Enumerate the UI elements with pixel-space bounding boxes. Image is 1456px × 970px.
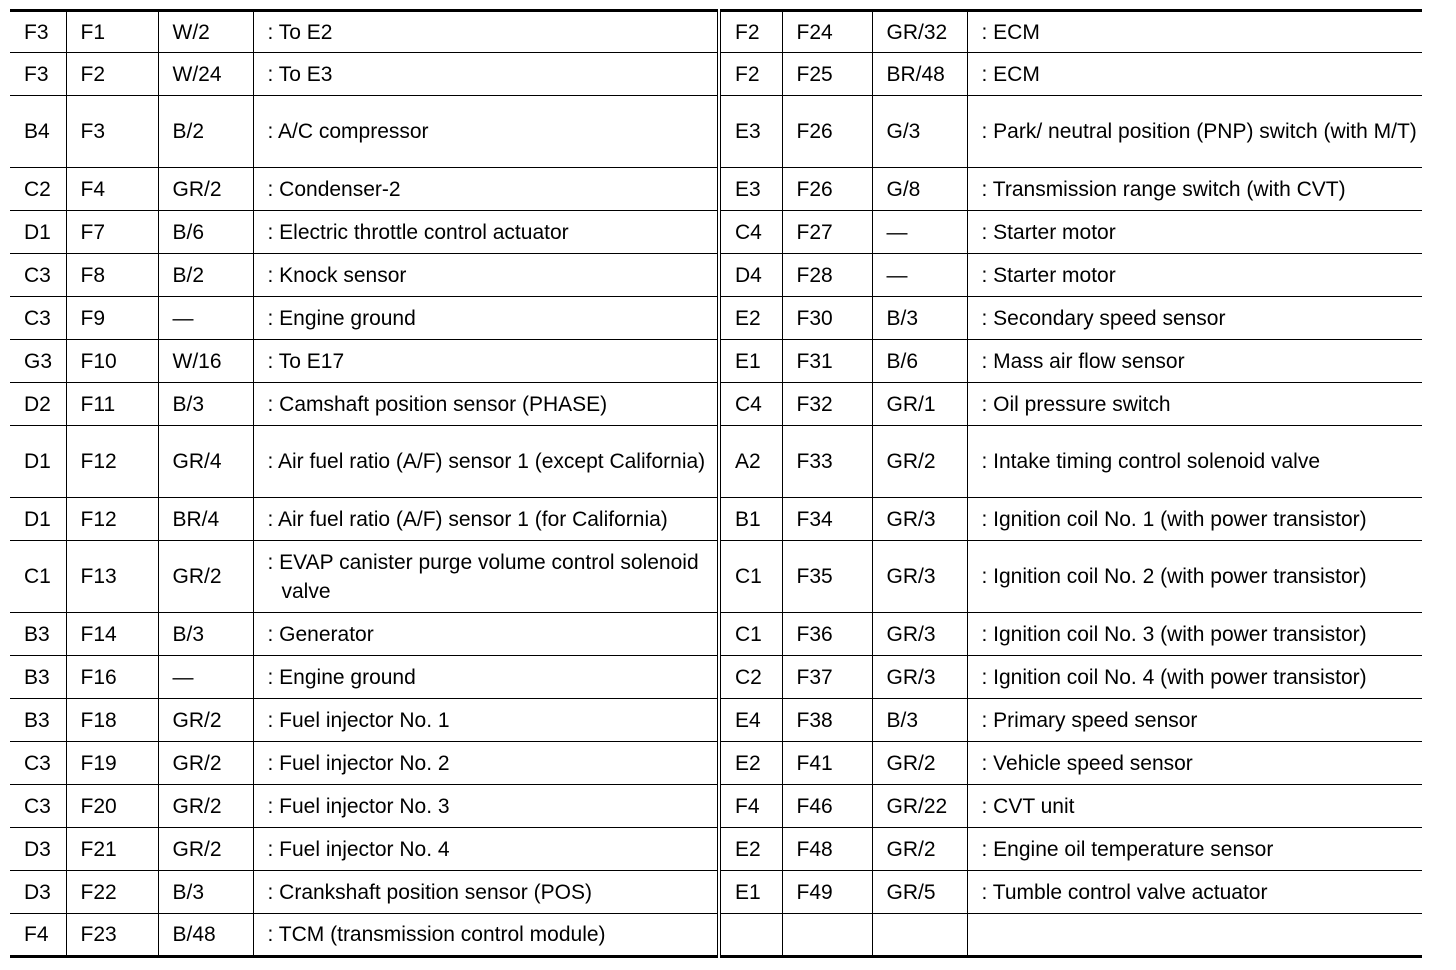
right-description-cell	[967, 498, 1422, 541]
description-text: : Park/ neutral position (PNP) switch (with M/T)	[981, 120, 1417, 143]
table-row	[10, 53, 1422, 96]
right-grid-ref-cell: E3	[719, 96, 782, 168]
description-text: : Engine ground	[267, 306, 416, 330]
description-text: : A/C compressor	[267, 120, 429, 143]
description-text: : Electric throttle control actuator	[267, 220, 569, 244]
left-color-pins-cell: W/2	[158, 11, 253, 53]
right-connector-no-cell: F48	[782, 828, 872, 871]
table-row	[10, 742, 1422, 785]
right-description-cell	[967, 699, 1422, 742]
table-row	[10, 541, 1422, 613]
description-text: : Ignition coil No. 1 (with power transistor)	[981, 507, 1367, 531]
description-text: : Engine oil temperature sensor	[981, 837, 1274, 861]
connector-rows	[10, 11, 1422, 957]
right-grid-ref-cell: E1	[719, 340, 782, 383]
left-grid-ref-cell: F3	[10, 11, 66, 53]
left-connector-no-cell: F16	[66, 656, 158, 699]
left-connector-no-cell: F11	[66, 383, 158, 426]
right-grid-ref-cell: E1	[719, 871, 782, 914]
left-color-pins-cell: B/48	[158, 914, 253, 957]
table-row	[10, 383, 1422, 426]
table-row	[10, 254, 1422, 297]
left-grid-ref-cell: C1	[10, 541, 66, 613]
right-color-pins-cell: G/8	[872, 168, 967, 211]
right-color-pins-cell: B/6	[872, 340, 967, 383]
right-color-pins-cell: GR/2	[872, 828, 967, 871]
right-connector-no-cell: F36	[782, 613, 872, 656]
description-text: : CVT unit	[981, 794, 1075, 818]
description-text: : Starter motor	[981, 220, 1116, 244]
description-text: : Fuel injector No. 2	[267, 751, 450, 775]
left-color-pins-cell: GR/2	[158, 742, 253, 785]
left-grid-ref-cell: B3	[10, 613, 66, 656]
right-connector-no-cell: F25	[782, 53, 872, 96]
description-text: : Condenser-2	[267, 177, 401, 201]
right-color-pins-cell: GR/2	[872, 742, 967, 785]
left-grid-ref-cell: F4	[10, 914, 66, 957]
left-connector-no-cell: F19	[66, 742, 158, 785]
right-grid-ref-cell: D4	[719, 254, 782, 297]
left-grid-ref-cell: D2	[10, 383, 66, 426]
table-row	[10, 871, 1422, 914]
left-grid-ref-cell: D1	[10, 211, 66, 254]
left-color-pins-cell: GR/4	[158, 426, 253, 498]
table-row	[10, 426, 1422, 498]
left-grid-ref-cell: G3	[10, 340, 66, 383]
left-description-cell	[253, 914, 719, 957]
description-text: : Camshaft position sensor (PHASE)	[267, 392, 608, 416]
description-text: : To E17	[267, 349, 345, 373]
table-row	[10, 656, 1422, 699]
left-connector-no-cell: F23	[66, 914, 158, 957]
left-connector-no-cell: F22	[66, 871, 158, 914]
right-connector-no-cell: F33	[782, 426, 872, 498]
left-color-pins-cell: —	[158, 297, 253, 340]
table-row	[10, 11, 1422, 53]
left-description-cell	[253, 656, 719, 699]
left-description-cell	[253, 254, 719, 297]
left-grid-ref-cell: D1	[10, 498, 66, 541]
left-color-pins-cell: GR/2	[158, 168, 253, 211]
table-row	[10, 96, 1422, 168]
left-description-cell	[253, 871, 719, 914]
table-row	[10, 785, 1422, 828]
description-text: : Secondary speed sensor	[981, 306, 1226, 330]
right-description-cell	[967, 297, 1422, 340]
left-grid-ref-cell: C3	[10, 297, 66, 340]
right-color-pins-cell: G/3	[872, 96, 967, 168]
description-text: : Mass air flow sensor	[981, 349, 1185, 373]
table-row	[10, 613, 1422, 656]
left-description-cell	[253, 211, 719, 254]
description-text: : Oil pressure switch	[981, 392, 1171, 416]
left-description-cell	[253, 541, 719, 613]
left-connector-no-cell: F13	[66, 541, 158, 613]
description-text: : Fuel injector No. 3	[267, 794, 450, 818]
left-description-cell	[253, 383, 719, 426]
right-color-pins-cell: BR/48	[872, 53, 967, 96]
left-connector-no-cell: F14	[66, 613, 158, 656]
description-text: : TCM (transmission control module)	[267, 923, 606, 946]
left-color-pins-cell: B/3	[158, 383, 253, 426]
right-description-cell	[967, 11, 1422, 53]
right-color-pins-cell: GR/5	[872, 871, 967, 914]
description-text: : To E2	[267, 20, 333, 44]
left-color-pins-cell: GR/2	[158, 699, 253, 742]
left-description-cell	[253, 11, 719, 53]
right-connector-no-cell: F26	[782, 168, 872, 211]
right-description-cell	[967, 828, 1422, 871]
left-connector-no-cell: F20	[66, 785, 158, 828]
right-color-pins-cell: GR/3	[872, 541, 967, 613]
left-color-pins-cell: GR/2	[158, 785, 253, 828]
description-text: : Intake timing control solenoid valve	[981, 450, 1321, 473]
right-description-cell	[967, 914, 1422, 957]
description-text: : Ignition coil No. 2 (with power transistor)	[981, 565, 1367, 588]
description-text: : Ignition coil No. 4 (with power transistor)	[981, 665, 1367, 689]
left-description-cell	[253, 498, 719, 541]
right-connector-no-cell	[782, 914, 872, 957]
left-connector-no-cell: F9	[66, 297, 158, 340]
table-row	[10, 828, 1422, 871]
right-grid-ref-cell: F2	[719, 53, 782, 96]
right-connector-no-cell: F34	[782, 498, 872, 541]
right-grid-ref-cell: C4	[719, 211, 782, 254]
left-connector-no-cell: F18	[66, 699, 158, 742]
right-connector-no-cell: F27	[782, 211, 872, 254]
table-row	[10, 498, 1422, 541]
right-grid-ref-cell: C2	[719, 656, 782, 699]
table-row	[10, 699, 1422, 742]
left-connector-no-cell: F12	[66, 426, 158, 498]
right-connector-no-cell: F41	[782, 742, 872, 785]
right-grid-ref-cell: E2	[719, 828, 782, 871]
left-grid-ref-cell: F3	[10, 53, 66, 96]
left-description-cell	[253, 168, 719, 211]
right-color-pins-cell: GR/3	[872, 656, 967, 699]
right-grid-ref-cell: A2	[719, 426, 782, 498]
table-row	[10, 340, 1422, 383]
description-text: : Air fuel ratio (A/F) sensor 1 (for California)	[267, 507, 668, 531]
right-connector-no-cell: F35	[782, 541, 872, 613]
right-description-cell	[967, 871, 1422, 914]
right-color-pins-cell: —	[872, 254, 967, 297]
right-grid-ref-cell	[719, 914, 782, 957]
left-connector-no-cell: F8	[66, 254, 158, 297]
right-description-cell	[967, 541, 1422, 613]
left-connector-no-cell: F7	[66, 211, 158, 254]
right-connector-no-cell: F28	[782, 254, 872, 297]
right-description-cell	[967, 426, 1422, 498]
right-description-cell	[967, 383, 1422, 426]
left-description-cell	[253, 742, 719, 785]
right-grid-ref-cell: E2	[719, 742, 782, 785]
description-text: : Primary speed sensor	[981, 708, 1198, 732]
right-color-pins-cell: GR/1	[872, 383, 967, 426]
description-text: : Transmission range switch (with CVT)	[981, 177, 1346, 201]
left-connector-no-cell: F12	[66, 498, 158, 541]
left-connector-no-cell: F21	[66, 828, 158, 871]
right-color-pins-cell	[872, 914, 967, 957]
right-description-cell	[967, 96, 1422, 168]
right-grid-ref-cell: E4	[719, 699, 782, 742]
right-color-pins-cell: GR/3	[872, 613, 967, 656]
right-connector-no-cell: F46	[782, 785, 872, 828]
left-description-cell	[253, 297, 719, 340]
left-grid-ref-cell: C3	[10, 254, 66, 297]
left-color-pins-cell: W/24	[158, 53, 253, 96]
left-color-pins-cell: —	[158, 656, 253, 699]
right-connector-no-cell: F49	[782, 871, 872, 914]
right-color-pins-cell: —	[872, 211, 967, 254]
right-description-cell	[967, 656, 1422, 699]
left-connector-no-cell: F4	[66, 168, 158, 211]
left-grid-ref-cell: C3	[10, 785, 66, 828]
right-grid-ref-cell: C4	[719, 383, 782, 426]
left-connector-no-cell: F3	[66, 96, 158, 168]
left-description-cell	[253, 426, 719, 498]
left-description-cell	[253, 699, 719, 742]
description-text: : ECM	[981, 20, 1040, 44]
description-text: : Fuel injector No. 4	[267, 837, 450, 861]
description-text: : Ignition coil No. 3 (with power transistor)	[981, 622, 1367, 646]
right-description-cell	[967, 53, 1422, 96]
left-description-cell	[253, 340, 719, 383]
right-grid-ref-cell: B1	[719, 498, 782, 541]
table-row	[10, 914, 1422, 957]
left-color-pins-cell: B/3	[158, 871, 253, 914]
left-color-pins-cell: B/2	[158, 254, 253, 297]
description-text: : Knock sensor	[267, 263, 407, 287]
right-grid-ref-cell: F4	[719, 785, 782, 828]
right-connector-no-cell: F24	[782, 11, 872, 53]
description-text: : To E3	[267, 62, 333, 86]
left-grid-ref-cell: B4	[10, 96, 66, 168]
left-grid-ref-cell: D1	[10, 426, 66, 498]
description-text: : Engine ground	[267, 665, 416, 689]
left-connector-no-cell: F1	[66, 11, 158, 53]
right-description-cell	[967, 340, 1422, 383]
table-row	[10, 297, 1422, 340]
description-text: : Tumble control valve actuator	[981, 880, 1268, 904]
description-text: : Generator	[267, 622, 374, 646]
right-connector-no-cell: F38	[782, 699, 872, 742]
right-connector-no-cell: F32	[782, 383, 872, 426]
right-description-cell	[967, 742, 1422, 785]
left-color-pins-cell: BR/4	[158, 498, 253, 541]
left-grid-ref-cell: D3	[10, 871, 66, 914]
right-description-cell	[967, 168, 1422, 211]
left-grid-ref-cell: B3	[10, 699, 66, 742]
left-color-pins-cell: B/2	[158, 96, 253, 168]
left-description-cell	[253, 53, 719, 96]
right-color-pins-cell: GR/22	[872, 785, 967, 828]
left-connector-no-cell: F2	[66, 53, 158, 96]
right-color-pins-cell: GR/32	[872, 11, 967, 53]
right-connector-no-cell: F30	[782, 297, 872, 340]
description-text: : Air fuel ratio (A/F) sensor 1 (except California)	[267, 450, 706, 473]
right-description-cell	[967, 785, 1422, 828]
right-grid-ref-cell: E2	[719, 297, 782, 340]
description-text: : Starter motor	[981, 263, 1116, 287]
right-grid-ref-cell: E3	[719, 168, 782, 211]
right-description-cell	[967, 211, 1422, 254]
right-connector-no-cell: F31	[782, 340, 872, 383]
connector-table	[10, 9, 1422, 958]
left-color-pins-cell: B/3	[158, 613, 253, 656]
table-row	[10, 211, 1422, 254]
left-grid-ref-cell: D3	[10, 828, 66, 871]
right-grid-ref-cell: C1	[719, 613, 782, 656]
description-text: : Crankshaft position sensor (POS)	[267, 880, 592, 904]
right-connector-no-cell: F37	[782, 656, 872, 699]
left-description-cell	[253, 785, 719, 828]
left-color-pins-cell: GR/2	[158, 828, 253, 871]
left-grid-ref-cell: C3	[10, 742, 66, 785]
left-description-cell	[253, 96, 719, 168]
description-text: : ECM	[981, 62, 1040, 86]
left-color-pins-cell: B/6	[158, 211, 253, 254]
right-grid-ref-cell: C1	[719, 541, 782, 613]
left-color-pins-cell: W/16	[158, 340, 253, 383]
right-description-cell	[967, 613, 1422, 656]
left-description-cell	[253, 828, 719, 871]
left-description-cell	[253, 613, 719, 656]
right-color-pins-cell: B/3	[872, 297, 967, 340]
left-grid-ref-cell: B3	[10, 656, 66, 699]
right-color-pins-cell: GR/2	[872, 426, 967, 498]
description-text: : EVAP canister purge volume control solenoid valve	[267, 550, 699, 603]
right-connector-no-cell: F26	[782, 96, 872, 168]
right-description-cell	[967, 254, 1422, 297]
left-connector-no-cell: F10	[66, 340, 158, 383]
right-color-pins-cell: B/3	[872, 699, 967, 742]
right-grid-ref-cell: F2	[719, 11, 782, 53]
table-row	[10, 168, 1422, 211]
right-color-pins-cell: GR/3	[872, 498, 967, 541]
description-text: : Fuel injector No. 1	[267, 708, 450, 732]
description-text: : Vehicle speed sensor	[981, 751, 1193, 775]
left-color-pins-cell: GR/2	[158, 541, 253, 613]
left-grid-ref-cell: C2	[10, 168, 66, 211]
